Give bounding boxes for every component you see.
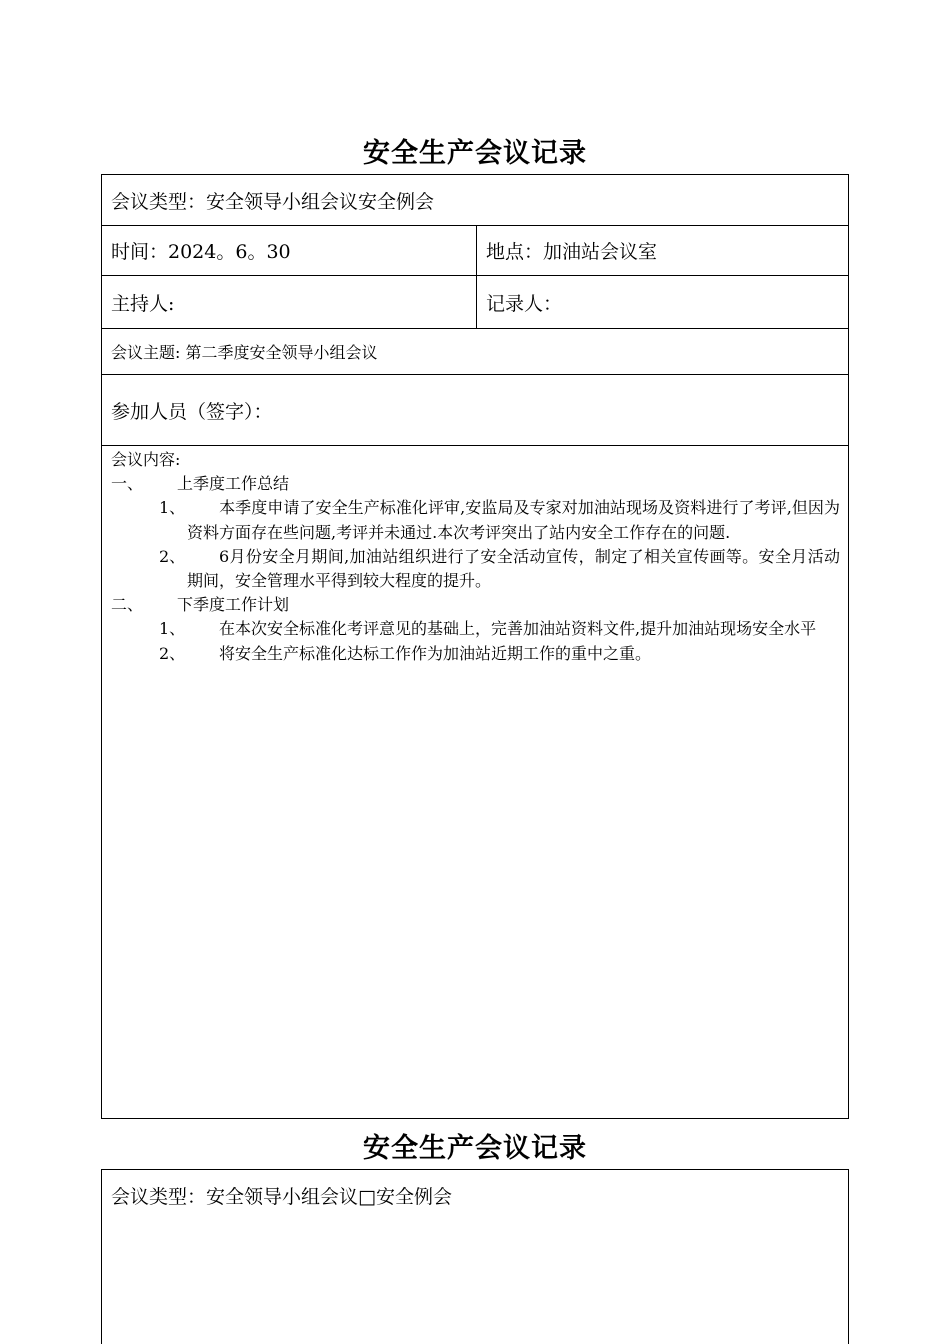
content-row: [102, 446, 848, 1118]
section-heading: 一、 上季度工作总结: [111, 474, 290, 494]
meeting-recorder: 记录人：: [486, 292, 563, 315]
section-heading: 二、 下季度工作计划: [111, 595, 290, 615]
meeting-host: 主持人:: [111, 292, 175, 315]
meeting-record-table: [101, 174, 849, 1119]
list-item: 1、 在本次安全标准化考评意见的基础上，完善加油站资料文件,提升加油站现场安全水平: [159, 619, 817, 639]
host-recorder-row: [102, 276, 848, 329]
meeting-type-row: [102, 175, 848, 226]
meeting-attendees: 参加人员（签字）：: [111, 400, 273, 423]
meeting-type-2: 会议类型：安全领导小组会议□安全例会: [111, 1186, 452, 1208]
meeting-time: 时间：2024。6。30: [111, 241, 291, 263]
list-item: 1、 本季度申请了安全生产标准化评审,安监局及专家对加油站现场及资料进行了考评,但因为资料方面存在些问题,考评并未通过.本次考评突出了站内安全工作存在的问题.: [159, 498, 840, 542]
meeting-topic: 会议主题: 第二季度安全领导小组会议: [111, 343, 378, 362]
list-item: 2、 将安全生产标准化达标工作作为加油站近期工作的重中之重。: [159, 643, 652, 663]
topic-row: [102, 329, 848, 375]
meeting-type-row-2: [102, 1170, 848, 1221]
time-location-row: [102, 226, 848, 276]
attendees-row: [102, 375, 848, 446]
page-title-2: 安全生产会议记录: [363, 1133, 587, 1164]
meeting-content: [111, 448, 840, 666]
meeting-location: 地点：加油站会议室: [486, 241, 658, 263]
page-title: 安全生产会议记录: [363, 138, 587, 169]
list-item: 2、 6月份安全月期间,加油站组织进行了安全活动宣传，制定了相关宣传画等。安全月活动期间，安全管理水平得到较大程度的提升。: [159, 546, 840, 591]
content-label: 会议内容:: [111, 450, 181, 469]
meeting-record-table-2: [101, 1169, 849, 1344]
meeting-type: 会议类型：安全领导小组会议安全例会: [111, 190, 435, 213]
